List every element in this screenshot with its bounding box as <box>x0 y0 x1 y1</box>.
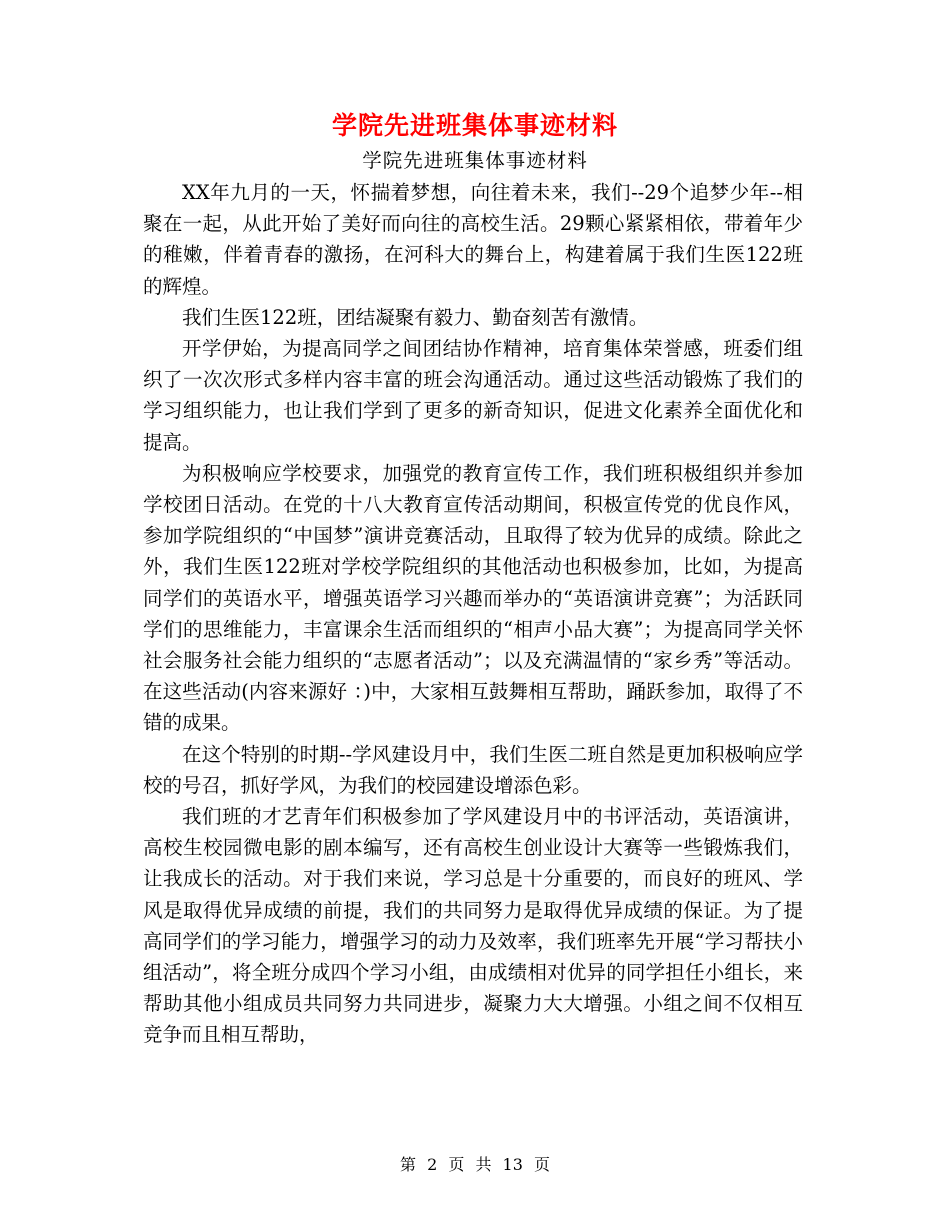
document-subtitle: 学院先进班集体事迹材料 <box>362 149 588 172</box>
document-title: 学院先进班集体事迹材料 <box>331 111 618 140</box>
paragraph-3: 开学伊始，为提高同学之间团结协作精神，培育集体荣誉感，班委们组织了一次次形式多样内容丰富的班会沟通活动。通过这些活动锻炼了我们的学习组织能力，也让我们学到了更多的新奇知识，促进文化素养全面优化和提高。 <box>143 337 803 454</box>
paragraph-6: 我们班的才艺青年们积极参加了学风建设月中的书评活动，英语演讲，高校生校园微电影的剧本编写，还有高校生创业设计大赛等一些锻炼我们，让我成长的活动。对于我们来说，学习总是十分重要的，而良好的班风、学风是取得优异成绩的前提，我们的共同努力是取得优异成绩的保证。为了提高同学们的学习能力，增强学习的动力及效率，我们班率先开展“学习帮扶小组活动”，将全班分成四个学习小组，由成绩相对优异的同学担任小组长，来帮助其他小组成员共同努力共同进步，凝聚力大大增强。小组之间不仅相互竞争而且相互帮助， <box>143 805 803 1047</box>
paragraph-1: XX年九月的一天，怀揣着梦想，向往着未来，我们--29个追梦少年--相聚在一起，从此开始了美好而向往的高校生活。29颗心紧紧相依，带着年少的稚嫩，伴着青春的激扬，在河科大的舞台上，构建着属于我们生医122班的辉煌。 <box>143 181 803 298</box>
paragraph-5: 在这个特别的时期--学风建设月中，我们生医二班自然是更加积极响应学校的号召，抓好学风，为我们的校园建设增添色彩。 <box>143 742 803 797</box>
paragraph-2: 我们生医122班，团结凝聚有毅力、勤奋刻苦有激情。 <box>182 305 649 329</box>
document-body <box>143 177 803 1051</box>
page-number-footer: 第 2 页 共 13 页 <box>400 1155 550 1174</box>
paragraph-4: 为积极响应学校要求，加强党的教育宣传工作，我们班积极组织并参加学校团日活动。在党的十八大教育宣传活动期间，积极宣传党的优良作风，参加学院组织的“中国梦”演讲竞赛活动，且取得了较为优异的成绩。除此之外，我们生医122班对学校学院组织的其他活动也积极参加，比如，为提高同学们的英语水平，增强英语学习兴趣而举办的“英语演讲竞赛”；为活跃同学们的思维能力，丰富课余生活而组织的“相声小品大赛”；为提高同学关怀社会服务社会能力组织的“志愿者活动”；以及充满温情的“家乡秀”等活动。在这些活动(内容来源好 ：)中，大家相互鼓舞相互帮助，踊跃参加，取得了不错的成果。 <box>143 461 803 735</box>
